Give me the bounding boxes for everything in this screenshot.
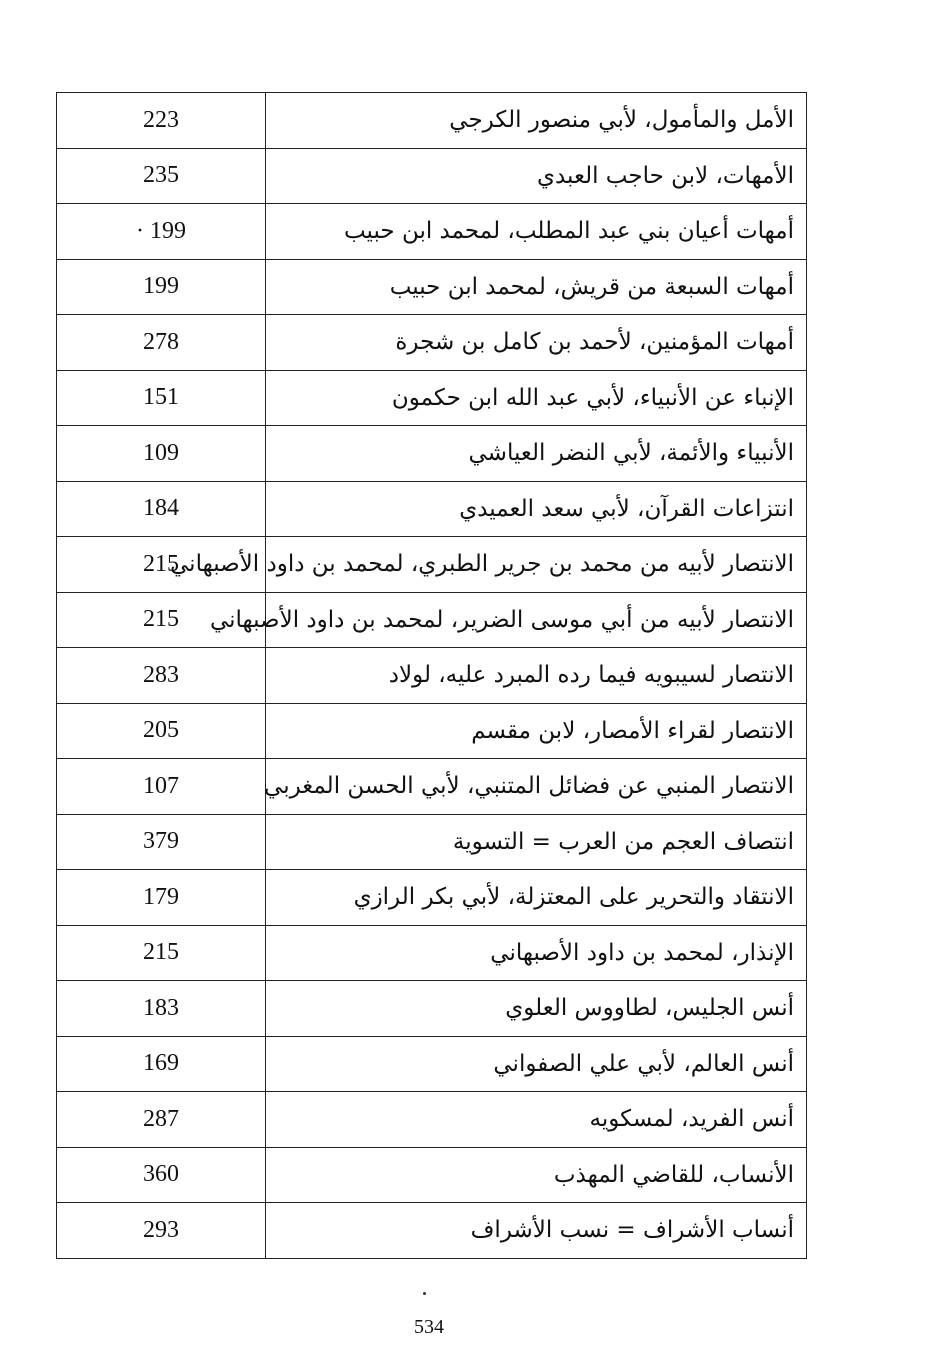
table-row bbox=[57, 481, 807, 537]
book-title-cell: الانتصار لأبيه من أبي موسى الضرير، لمحمد بن داود الأصبهاني bbox=[266, 592, 807, 648]
book-title-cell: الأنبياء والأئمة، لأبي النضر العياشي bbox=[266, 426, 807, 482]
table-row bbox=[57, 1036, 807, 1092]
book-title-cell: الأنساب، للقاضي المهذب bbox=[266, 1147, 807, 1203]
page-number-cell: 283 bbox=[57, 648, 266, 704]
table-row bbox=[57, 315, 807, 371]
table-row bbox=[57, 703, 807, 759]
book-title-cell: الانتصار لسيبويه فيما رده المبرد عليه، لولاد bbox=[266, 648, 807, 704]
page-number-cell: 360 bbox=[57, 1147, 266, 1203]
table-row bbox=[57, 148, 807, 204]
book-title-cell: انتصاف العجم من العرب = التسوية bbox=[266, 814, 807, 870]
page-number-cell: 109 bbox=[57, 426, 266, 482]
page-number-cell: 151 bbox=[57, 370, 266, 426]
book-title-cell: أنس الجليس، لطاووس العلوي bbox=[266, 981, 807, 1037]
book-title-cell: أنس الفريد، لمسكويه bbox=[266, 1092, 807, 1148]
book-title-cell: أمهات السبعة من قريش، لمحمد ابن حبيب bbox=[266, 259, 807, 315]
page-number-cell: 379 bbox=[57, 814, 266, 870]
book-title-cell: أمهات أعيان بني عبد المطلب، لمحمد ابن حبيب bbox=[266, 204, 807, 260]
page-number-cell: 215 bbox=[57, 537, 266, 593]
table-row bbox=[57, 870, 807, 926]
page-number-cell: 235 bbox=[57, 148, 266, 204]
page-number-cell: 215 bbox=[57, 592, 266, 648]
footer-dot bbox=[423, 1292, 426, 1295]
page-number-cell: 169 bbox=[57, 1036, 266, 1092]
book-title-cell: أنساب الأشراف = نسب الأشراف bbox=[266, 1203, 807, 1259]
page-number: 534 bbox=[414, 1316, 444, 1338]
book-title-cell: الأمل والمأمول، لأبي منصور الكرجي bbox=[266, 93, 807, 149]
page-number-cell: 199 bbox=[57, 259, 266, 315]
table-row bbox=[57, 592, 807, 648]
book-title-cell: أمهات المؤمنين، لأحمد بن كامل بن شجرة bbox=[266, 315, 807, 371]
page-number-cell: 223 bbox=[57, 93, 266, 149]
table-row bbox=[57, 1147, 807, 1203]
table-row bbox=[57, 537, 807, 593]
table-row bbox=[57, 204, 807, 260]
book-title-cell: الأمهات، لابن حاجب العبدي bbox=[266, 148, 807, 204]
book-title-cell: انتزاعات القرآن، لأبي سعد العميدي bbox=[266, 481, 807, 537]
table-row bbox=[57, 370, 807, 426]
page-number-cell: · 199 bbox=[57, 204, 266, 260]
book-title-cell: الانتصار المنبي عن فضائل المتنبي، لأبي الحسن المغربي bbox=[266, 759, 807, 815]
page-number-cell: 278 bbox=[57, 315, 266, 371]
page-number-cell: 183 bbox=[57, 981, 266, 1037]
book-title-cell: الإنذار، لمحمد بن داود الأصبهاني bbox=[266, 925, 807, 981]
page-number-cell: 287 bbox=[57, 1092, 266, 1148]
book-title-cell: الانتصار لأبيه من محمد بن جرير الطبري، لمحمد بن داود الأصبهاني bbox=[266, 537, 807, 593]
page-number-cell: 205 bbox=[57, 703, 266, 759]
table-row bbox=[57, 925, 807, 981]
page-number-cell: 184 bbox=[57, 481, 266, 537]
page-number-cell: 179 bbox=[57, 870, 266, 926]
page-number-cell: 215 bbox=[57, 925, 266, 981]
page-number-cell: 293 bbox=[57, 1203, 266, 1259]
table-row bbox=[57, 93, 807, 149]
table-row bbox=[57, 1092, 807, 1148]
book-title-cell: الإنباء عن الأنبياء، لأبي عبد الله ابن حكمون bbox=[266, 370, 807, 426]
table-row bbox=[57, 981, 807, 1037]
table-row bbox=[57, 259, 807, 315]
table-row bbox=[57, 426, 807, 482]
index-table bbox=[56, 92, 807, 1259]
book-title-cell: الانتقاد والتحرير على المعتزلة، لأبي بكر الرازي bbox=[266, 870, 807, 926]
book-title-cell: الانتصار لقراء الأمصار، لابن مقسم bbox=[266, 703, 807, 759]
table-row bbox=[57, 648, 807, 704]
index-table-body bbox=[57, 93, 807, 1259]
book-title-cell: أنس العالم، لأبي علي الصفواني bbox=[266, 1036, 807, 1092]
table-row bbox=[57, 814, 807, 870]
table-row bbox=[57, 759, 807, 815]
page-number-cell: 107 bbox=[57, 759, 266, 815]
table-row bbox=[57, 1203, 807, 1259]
